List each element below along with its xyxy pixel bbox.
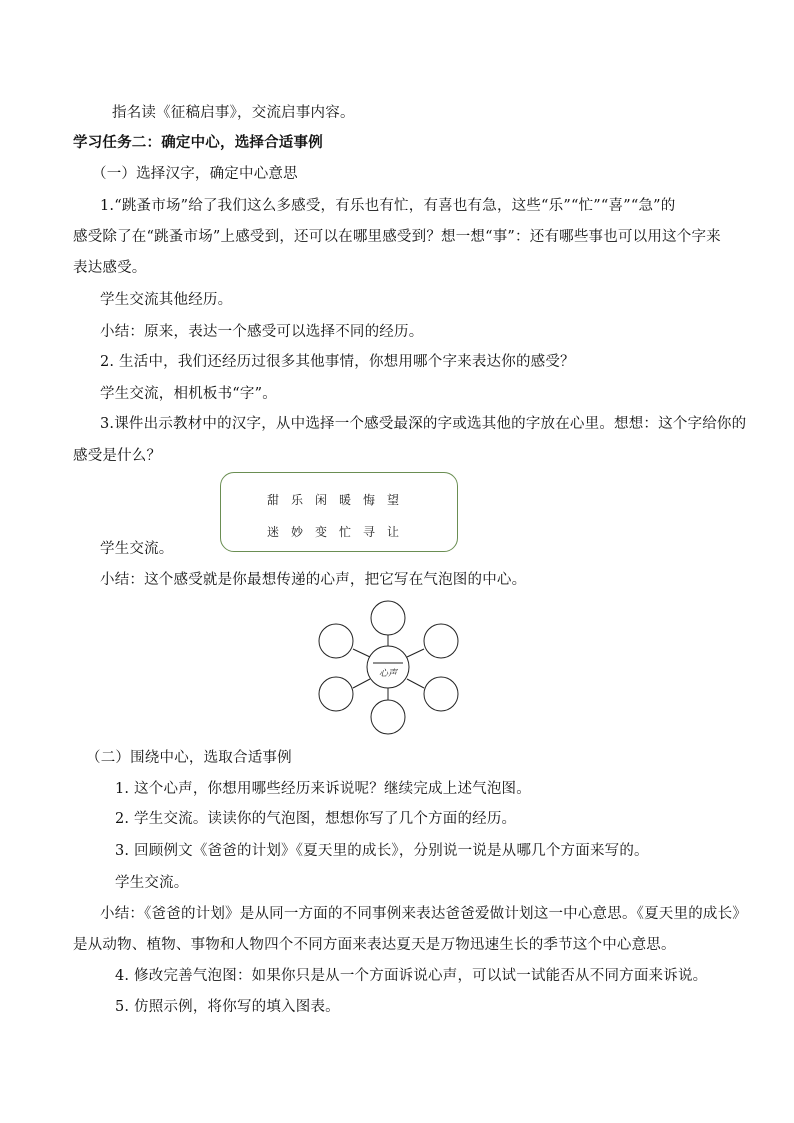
bubble-lower-left bbox=[319, 677, 353, 711]
bubble-center-label: 心声 bbox=[378, 669, 398, 679]
bubble-map-diagram bbox=[310, 600, 470, 735]
section-heading-2: （二）围绕中心，选取合适事例 bbox=[86, 750, 292, 766]
paragraph-read-notice: 指名读《征稿启事》，交流启事内容。 bbox=[112, 105, 355, 121]
question-6: 5. 仿照示例，将你写的填入图表。 bbox=[115, 999, 340, 1015]
question-2: 2. 学生交流。读读你的气泡图，想想你写了几个方面的经历。 bbox=[115, 811, 517, 827]
bubble-bottom bbox=[371, 700, 405, 734]
paragraph-2: 学生交流其他经历。 bbox=[100, 292, 233, 308]
paragraph-1-line-3: 表达感受。 bbox=[73, 260, 147, 276]
paragraph-6-line-1: 3.课件出示教材中的汉字，从中选择一个感受最深的字或选其他的字放在心里。想想：这个字给你的 bbox=[100, 416, 747, 432]
paragraph-1-line-1: 1.“跳蚤市场”给了我们这么多感受，有乐也有忙，有喜也有急，这些“乐”“忙”“喜”“急”的 bbox=[100, 198, 676, 214]
paragraph-7: 学生交流。 bbox=[100, 541, 174, 557]
summary-line-2: 是从动物、植物、事物和人物四个不同方面来表达夏天是万物迅速生长的季节这个中心意思。 bbox=[73, 937, 676, 953]
character-options-box bbox=[220, 472, 458, 552]
paragraph-8-summary: 小结：这个感受就是你最想传递的心声，把它写在气泡图的中心。 bbox=[100, 572, 527, 588]
question-1: 1. 这个心声，你想用哪些经历来诉说呢？继续完成上述气泡图。 bbox=[115, 781, 531, 797]
summary-line-1: 小结：《爸爸的计划》是从同一方面的不同事例来表达爸爸爱做计划这一中心意思。《夏天里的成长》 bbox=[100, 906, 747, 922]
question-4: 学生交流。 bbox=[115, 875, 189, 891]
paragraph-4: 2. 生活中，我们还经历过很多其他事情，你想用哪个字来表达你的感受？ bbox=[100, 354, 575, 370]
character-row-2: 迷妙变忙寻让 bbox=[266, 525, 411, 539]
bubble-upper-right bbox=[424, 624, 458, 658]
paragraph-3-summary: 小结：原来，表达一个感受可以选择不同的经历。 bbox=[100, 324, 424, 340]
bubble-top bbox=[371, 601, 405, 635]
bubble-lower-right bbox=[424, 677, 458, 711]
paragraph-1-line-2: 感受除了在“跳蚤市场”上感受到，还可以在哪里感受到？想一想“事”：还有哪些事也可以用这个字来 bbox=[73, 229, 721, 245]
question-3: 3. 回顾例文《爸爸的计划》《夏天里的成长》，分别说一说是从哪几个方面来写的。 bbox=[115, 843, 649, 859]
character-row-1: 甜乐闲暖悔望 bbox=[266, 493, 411, 507]
task-heading: 学习任务二：确定中心，选择合适事例 bbox=[73, 134, 323, 151]
paragraph-5: 学生交流，相机板书“字”。 bbox=[100, 386, 277, 402]
section-heading-1: （一）选择汉字，确定中心意思 bbox=[92, 166, 298, 182]
paragraph-6-line-2: 感受是什么？ bbox=[73, 448, 162, 464]
question-5: 4. 修改完善气泡图：如果你只是从一个方面诉说心声，可以试一试能否从不同方面来诉说。 bbox=[115, 968, 708, 984]
bubble-upper-left bbox=[319, 624, 353, 658]
bubble-center bbox=[367, 646, 409, 688]
